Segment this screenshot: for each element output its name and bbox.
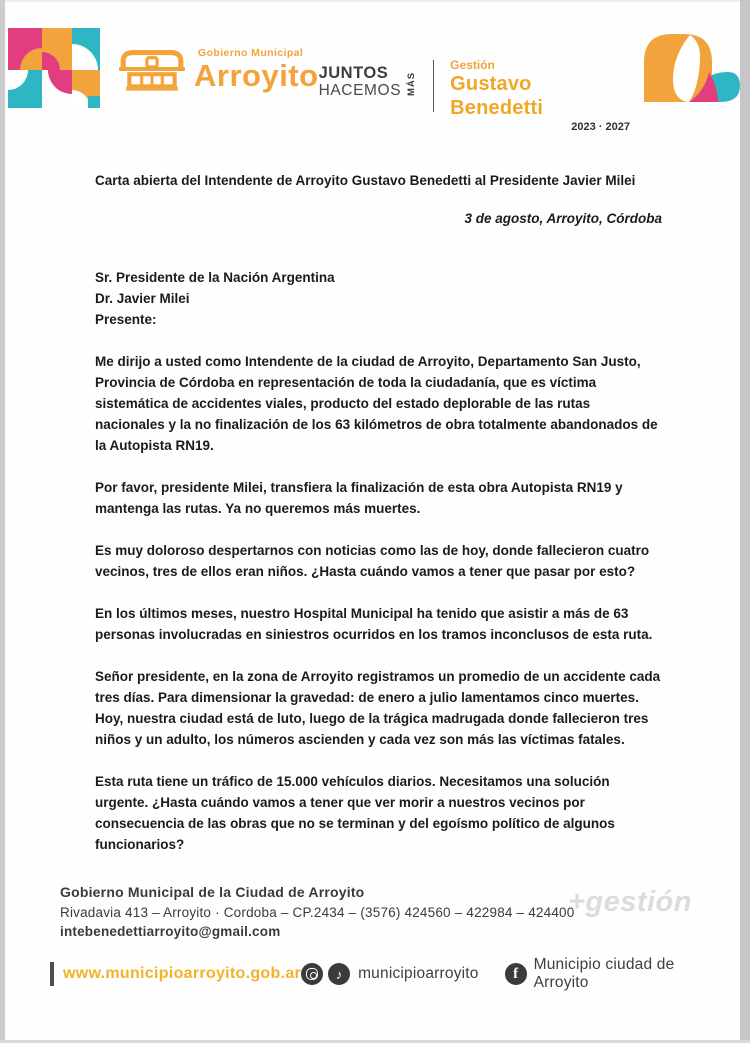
footer-email: intebenedettiarroyito@gmail.com <box>60 924 281 939</box>
facebook-page-name: Municipio ciudad de Arroyito <box>533 956 675 991</box>
gestion-name: Gustavo Benedetti <box>450 73 544 119</box>
letter-paragraph: Esta ruta tiene un tráfico de 15.000 vehículos diarios. Necesitamos una solución urgente. ¿Hasta cuándo vamos a tener que ver morir a nuestros vecinos por consecuencia de las obras que no se terminan y del egoísmo político de algunos funcionarios? <box>95 774 615 852</box>
city-wordmark <box>194 47 319 91</box>
social-group <box>301 956 706 992</box>
photo-edge-right <box>740 0 750 1043</box>
gestion-label: Gestión <box>450 58 495 72</box>
building-icon <box>116 46 188 92</box>
footer-org-name: Gobierno Municipal de la Ciudad de Arroyito <box>60 884 365 900</box>
salutation-line: Sr. Presidente de la Nación Argentina <box>95 270 335 285</box>
footer-links-row <box>50 956 706 992</box>
salutation-line: Dr. Javier Milei <box>95 291 190 306</box>
website-url: www.municipioarroyito.gob.ar <box>63 965 302 982</box>
facebook-group <box>505 956 706 992</box>
slogan-line1: JUNTOS <box>318 64 389 82</box>
photo-edge-top <box>0 0 750 2</box>
slogan-block <box>319 64 418 100</box>
social-handle: municipioarroyito <box>358 965 479 982</box>
city-small-label: Gobierno Municipal <box>198 47 304 59</box>
city-name: Arroyito <box>194 58 319 93</box>
salutation <box>95 267 662 330</box>
slogan-line2: HACEMOS <box>318 82 402 100</box>
letter-paragraph: Señor presidente, en la zona de Arroyito registramos un promedio de un accidente cada tres días. Para dimensionar la gravedad: de enero a julio lamentamos cinco muertes. Hoy, nuestra ciudad está de luto, luego de la trágica madrugada donde fallecieron tres niños y un adulto, los números ascienden y cada vez son más las víctimas fatales. <box>95 669 661 747</box>
letter-title: Carta abierta del Intendente de Arroyito Gustavo Benedetti al Presidente Javier Milei <box>95 173 636 188</box>
letterhead <box>8 28 740 133</box>
gestion-watermark: +gestión <box>567 886 692 918</box>
gestion-period: 2023 · 2027 <box>571 121 630 133</box>
website-accent-bar <box>50 962 54 986</box>
letter-dateline: 3 de agosto, Arroyito, Córdoba <box>464 211 662 226</box>
footer-contact <box>60 884 574 939</box>
letter-body <box>95 170 662 855</box>
header-divider <box>433 60 434 112</box>
letter-paragraph: Me dirijo a usted como Intendente de la ciudad de Arroyito, Departamento San Justo, Provincia de Córdoba en representación de toda la ciudadanía, que es víctima sistemática de accidentes viales, producto del estado deplorable de las rutas nacionales y la no finalización de los 63 kilómetros de obra totalmente abandonados de la Autopista RN19. <box>95 354 658 453</box>
letter-paragraph: Por favor, presidente Milei, transfiera la finalización de esta obra Autopista RN19 y mantenga las rutas. Ya no queremos más muertes. <box>95 480 623 516</box>
photo-edge-left <box>0 0 5 1043</box>
city-logo <box>116 46 319 92</box>
letter-paragraph: Es muy doloroso despertarnos con noticias como las de hoy, donde fallecieron cuatro vecinos, tres de ellos eran niños. ¿Hasta cuándo vamos a tener que pasar por esto? <box>95 543 650 579</box>
instagram-icon <box>301 963 323 985</box>
brand-logo <box>640 28 740 108</box>
mosaic-logo <box>8 28 100 108</box>
tiktok-icon: ♪ <box>328 963 350 985</box>
letter-paragraph: En los últimos meses, nuestro Hospital Municipal ha tenido que asistir a más de 63 personas involucradas en siniestros ocurridos en los tramos inconclusos de esta ruta. <box>95 606 653 642</box>
gestion-block <box>450 58 630 133</box>
website-group <box>50 962 301 986</box>
facebook-icon: f <box>505 963 527 985</box>
salutation-line: Presente: <box>95 312 157 327</box>
footer-address: Rivadavia 413 – Arroyito · Cordoba – CP.2434 – (3576) 424560 – 422984 – 424400 <box>60 905 575 920</box>
slogan-vertical: MÁS <box>406 71 418 97</box>
